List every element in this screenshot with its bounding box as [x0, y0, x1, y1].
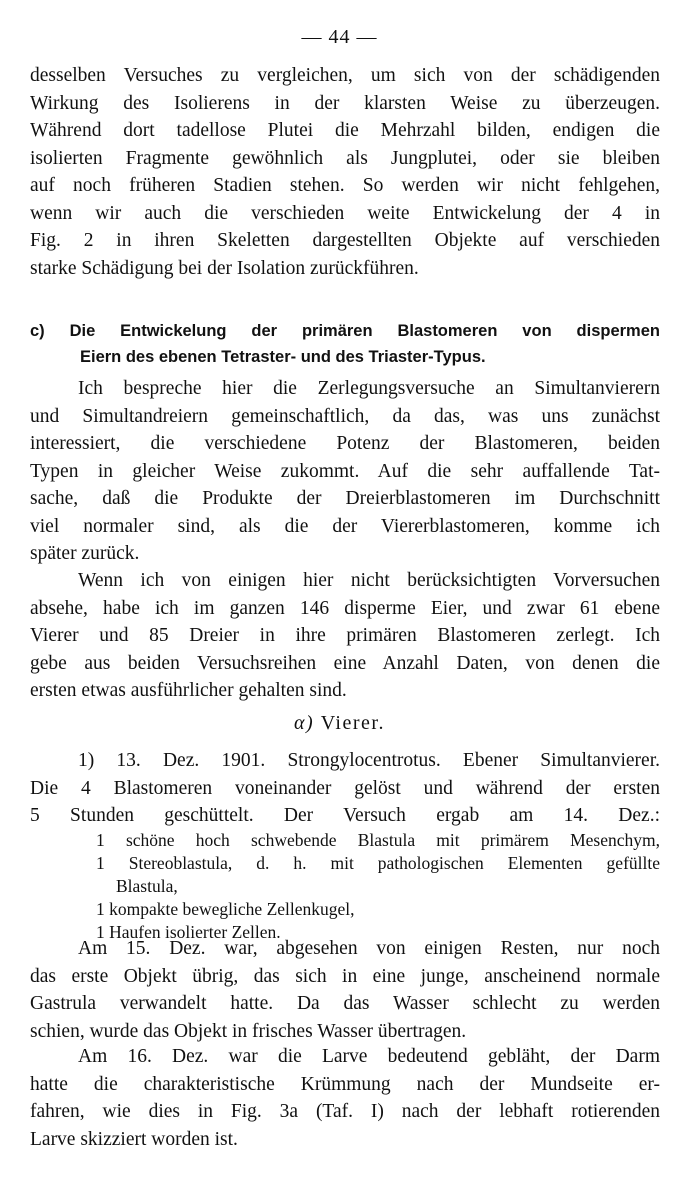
text-line: isolierten Fragmente gewöhnlich als Jungplutei, oder sie bleiben — [30, 147, 660, 169]
paragraph — [30, 375, 660, 568]
result-list — [30, 829, 660, 944]
text-line: Während dort tadellose Plutei die Mehrzahl bilden, endigen die — [30, 120, 660, 141]
text-line: wenn wir auch die verschieden weite Entwickelung der 4 in — [30, 202, 660, 224]
list-item-continuation: Blastula, — [116, 876, 178, 896]
subsection-label: Vierer. — [320, 712, 385, 734]
heading-line: c) Die Entwickelung der primären Blastomeren von dispermen — [30, 322, 660, 340]
subsection-marker: α) — [294, 712, 315, 734]
text-line: starke Schädigung bei der Isolation zurückführen. — [30, 257, 419, 279]
paragraph — [30, 1043, 660, 1153]
list-item: 1 kompakte bewegliche Zellenkugel, — [96, 899, 355, 919]
text-line: sache, daß die Produkte der Dreierblastomeren im Durchschnitt — [30, 488, 660, 509]
text-line: absehe, habe ich im ganzen 146 disperme Eier, und zwar 61 ebene — [30, 597, 660, 619]
experiment-entry — [30, 747, 660, 830]
heading-line: Eiern des ebenen Tetraster- und des Triaster-Typus. — [80, 348, 486, 366]
text-line: und Simultandreiern gemeinschaftlich, da das, was uns zunächst — [30, 405, 660, 427]
text-line: 5 Stunden geschüttelt. Der Versuch ergab am 14. Dez.: — [30, 805, 660, 826]
text-line: auf noch früheren Stadien stehen. So werden wir nicht fehlgehen, — [30, 175, 660, 196]
page-number: — 44 — — [301, 26, 378, 48]
text-line: desselben Versuches zu vergleichen, um sich von der schädigenden — [30, 65, 660, 86]
text-line: Larve skizziert worden ist. — [30, 1128, 238, 1150]
text-line: Wirkung des Isolierens in der klarsten Weise zu überzeugen. — [30, 92, 660, 114]
paragraph-continuation — [30, 62, 660, 282]
text-line: 1) 13. Dez. 1901. Strongylocentrotus. Ebener Simultanvierer. — [78, 750, 660, 771]
text-line: hatte die charakteristische Krümmung nach der Mundseite er- — [30, 1073, 660, 1095]
text-line: ersten etwas ausführlicher gehalten sind. — [30, 680, 347, 701]
text-line: gebe aus beiden Versuchsreihen eine Anzahl Daten, von denen die — [30, 652, 660, 674]
list-item: 1 Stereoblastula, d. h. mit pathologischen Elementen gefüllte — [96, 853, 660, 873]
section-heading-c — [30, 318, 660, 370]
text-line: das erste Objekt übrig, das sich in eine junge, anscheinend normale — [30, 965, 660, 987]
text-line: Gastrula verwandelt hatte. Da das Wasser schlecht zu werden — [30, 993, 660, 1014]
text-line: interessiert, die verschiedene Potenz der Blastomeren, beiden — [30, 433, 660, 454]
text-line: Typen in gleicher Weise zukommt. Auf die sehr auffallende Tat- — [30, 460, 660, 482]
text-line: Am 16. Dez. war die Larve bedeutend gebläht, der Darm — [78, 1046, 660, 1067]
subsection-title — [0, 712, 679, 735]
text-line: Ich bespreche hier die Zerlegungsversuche an Simultanvierern — [78, 378, 660, 399]
text-line: Vierer und 85 Dreier in ihre primären Blastomeren zerlegt. Ich — [30, 625, 660, 646]
text-line: fahren, wie dies in Fig. 3a (Taf. I) nach der lebhaft rotierenden — [30, 1101, 660, 1122]
text-line: Fig. 2 in ihren Skeletten dargestellten Objekte auf verschieden — [30, 230, 660, 251]
paragraph — [30, 935, 660, 1045]
list-item: 1 Haufen isolierter Zellen. — [96, 922, 281, 942]
text-line: später zurück. — [30, 543, 140, 564]
text-line: Die 4 Blastomeren voneinander gelöst und während der ersten — [30, 777, 660, 799]
text-line: viel normaler sind, als die der Viererblastomeren, komme ich — [30, 515, 660, 537]
paragraph — [30, 567, 660, 705]
text-line: schien, wurde das Objekt in frisches Wasser übertragen. — [30, 1020, 467, 1042]
list-item: 1 schöne hoch schwebende Blastula mit primärem Mesenchym, — [96, 830, 660, 850]
text-line: Am 15. Dez. war, abgesehen von einigen Resten, nur noch — [78, 938, 660, 959]
text-line: Wenn ich von einigen hier nicht berücksichtigten Vorversuchen — [78, 570, 660, 591]
